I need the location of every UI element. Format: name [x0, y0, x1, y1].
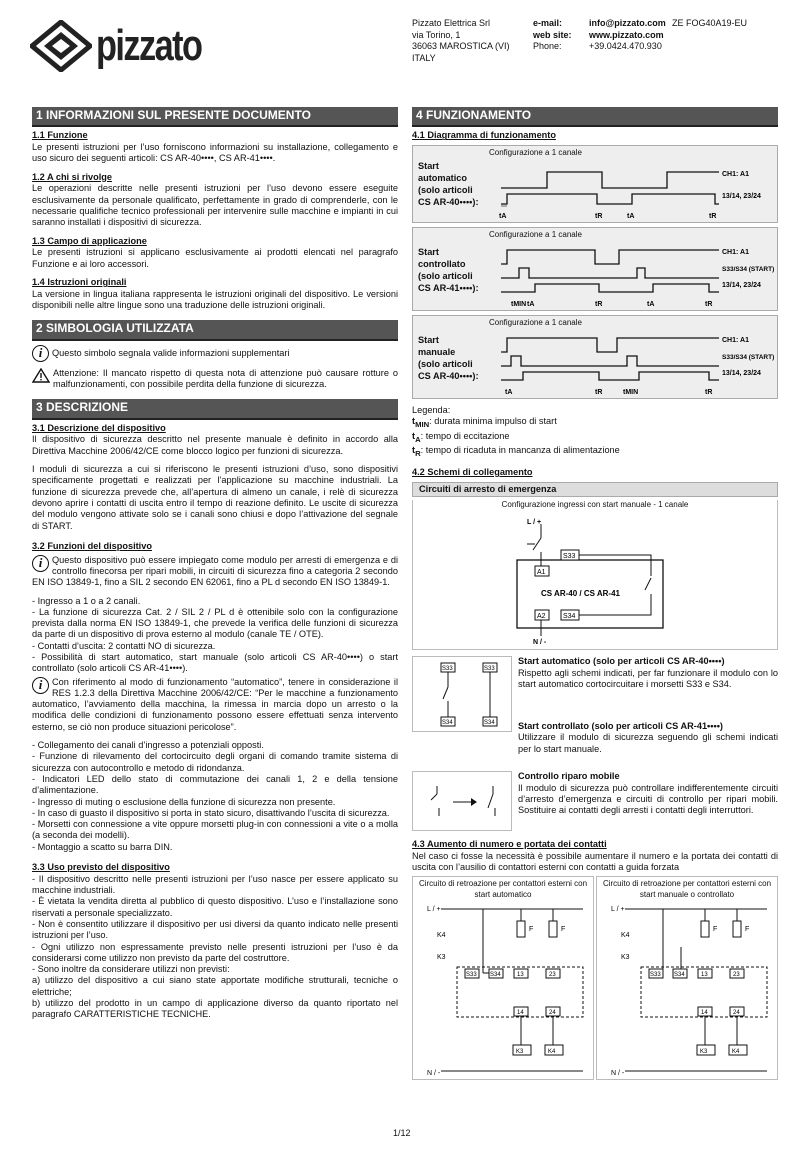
svg-text:tR: tR — [705, 389, 713, 397]
timing-diagram-controlled — [412, 227, 778, 311]
heading-4-3: 4.3 Aumento di numero e portata dei contatti — [412, 839, 607, 850]
info-icon: i — [32, 677, 49, 694]
guard-text — [512, 771, 778, 831]
schematic-auto-start — [412, 656, 512, 732]
svg-text:N / -: N / - — [533, 639, 547, 647]
svg-text:CH1: A1: CH1: A1 — [722, 171, 749, 179]
svg-text:tA: tA — [505, 389, 513, 397]
auto-start-title: Start automatico (solo per articoli CS AR-40••••) — [518, 656, 725, 667]
text-3-1b: I moduli di sicurezza a cui si riferiscono le presenti istruzioni d’uso, sono dispositivi specificamente progettati e realizzati per l’applicazione su macchine industriali. La funzione di sicurezza prevede che, all’apertura di almeno un canale, i relè di sicurezza devono aprire i contatti di uscita entro il tempo di reazione definito. Le uscite di sicurezza del modulo vengono attivate solo se i canali sono chiusi e dopo l’attivazione del segnale di START. — [32, 464, 398, 531]
svg-text:A2: A2 — [537, 613, 546, 621]
text-3-2b — [32, 677, 398, 733]
timing-waveform — [487, 328, 777, 400]
diagram-label: Start automatico (solo articoli CS AR-40••••): — [418, 161, 479, 208]
list-item: a) utilizzo del dispositivo a cui siano state apportate modifiche strutturali, tecniche o elettriche; — [32, 975, 398, 997]
svg-text:S34: S34 — [563, 613, 576, 621]
list-item: - Funzione di rilevamento del cortocircuito degli organi di comando tramite sistema di sicurezza con autocontrollo e metodo di ridondanza. — [32, 751, 398, 773]
svg-text:24: 24 — [733, 1010, 740, 1017]
text-3-1a: Il dispositivo di sicurezza descritto nel presente manuale è definito in accordo alla Direttiva Macchine 2006/42/CE come blocco logico per funzioni di sicurezza. — [32, 434, 398, 456]
svg-text:tR: tR — [705, 301, 713, 309]
list-item: - Ingresso di muting o esclusione della funzione di sicurezza non presente. — [32, 796, 336, 807]
heading-1-3: 1.3 Campo di applicazione — [32, 235, 147, 246]
svg-text:K4: K4 — [732, 1049, 740, 1056]
svg-text:S33: S33 — [466, 972, 477, 979]
svg-text:L / +: L / + — [527, 519, 542, 527]
svg-text:tR: tR — [595, 213, 603, 221]
controlled-start-desc: Utilizzare il modulo di sicurezza seguendo gli schemi indicati per lo start manuale. — [518, 732, 778, 754]
list-item: - Morsetti con connessione a vite oppure morsetti plug-in con connessioni a vite o a molla (a seconda dei modelli). — [32, 819, 398, 841]
guard-desc: Il modulo di sicurezza può controllare indifferentemente circuiti d’arresto d’emergenza e circuiti di controllo per ripari mobili. Sostituire ai contatti degli arresti i contatti degli interruttori. — [518, 782, 778, 816]
company-country: ITALY — [412, 52, 436, 63]
svg-text:tR: tR — [709, 213, 717, 221]
svg-text:13/14, 23/24: 13/14, 23/24 — [722, 193, 761, 201]
svg-text:13/14, 23/24: 13/14, 23/24 — [722, 282, 761, 290]
feedback-circuits — [412, 876, 778, 1080]
svg-text:S33/S34 (START): S33/S34 (START) — [722, 266, 775, 274]
section-3-title: 3 DESCRIZIONE — [32, 399, 398, 419]
svg-text:K3: K3 — [621, 954, 630, 962]
legend-item-ta: $t_A$: tempo di eccitazione — [412, 430, 510, 444]
web-link[interactable]: www.pizzato.com — [589, 29, 664, 40]
heading-1-1: 1.1 Funzione — [32, 130, 88, 141]
list-item: - Montaggio a scatto su barra DIN. — [32, 841, 173, 852]
company-city: 36063 MAROSTICA (VI) — [412, 41, 510, 51]
company-name: Pizzato Elettrica Srl — [412, 18, 491, 28]
feedback-circuit-manual — [596, 876, 778, 1080]
schematic-guard-control — [412, 771, 512, 831]
timing-diagram-manual — [412, 315, 778, 399]
auto-start-text — [512, 656, 778, 755]
text-3-2a-body: Questo dispositivo può essere impiegato come modulo per arresti di emergenza e di controllo finecorsa per ripari mobili, in circuiti di sicurezza fino a categoria 2 secondo EN ISO 13849-1, fino a SIL 2 secondo EN 62061, fino a PL d secondo EN ISO 13849-1. — [32, 554, 398, 588]
svg-text:tA: tA — [527, 301, 535, 309]
controlled-start-title: Start controllato (solo per articoli CS AR-41••••) — [518, 720, 723, 731]
heading-3-1: 3.1 Descrizione del dispositivo — [32, 422, 166, 433]
feedback-caption-auto: Circuito di retroazione per contattori esterni con start automatico — [418, 879, 588, 899]
left-column — [32, 107, 398, 1021]
svg-text:23: 23 — [549, 972, 556, 979]
legend-item-tr: $t_R$: tempo di ricaduta in mancanza di alimentazione — [412, 444, 620, 458]
emergency-stop-box-title: Circuiti di arresto di emergenza — [412, 482, 778, 498]
heading-4-2: 4.2 Schemi di collegamento — [412, 466, 533, 477]
svg-text:K4: K4 — [437, 932, 446, 940]
timing-diagram-automatic — [412, 145, 778, 223]
text-1-2: Le operazioni descritte nelle presenti istruzioni per l’uso devono essere eseguite esclusivamente da personale qualificato, perfettamente in grado di comprenderle, con le necessarie qualifiche tecnico professionali per intervenire sulle macchine e impianti in cui saranno installati i dispositivi di sicurezza. — [32, 183, 398, 228]
svg-text:S34: S34 — [484, 720, 495, 727]
svg-text:14: 14 — [701, 1010, 708, 1017]
document-code: ZE FOG40A19-EU — [672, 18, 748, 28]
heading-1-4: 1.4 Istruzioni originali — [32, 277, 127, 288]
svg-text:24: 24 — [549, 1010, 556, 1017]
svg-text:K3: K3 — [516, 1049, 524, 1056]
list-item: b) utilizzo del prodotto in un campo di applicazione diverso da quanto riportato nel paragrafo CARATTERISTICHE TECNICHE. — [32, 998, 398, 1020]
svg-text:F: F — [561, 926, 566, 934]
guard-row — [412, 771, 778, 831]
phone-label: Phone: — [533, 41, 562, 51]
feedback-wiring — [413, 903, 593, 1079]
svg-text:K3: K3 — [700, 1049, 708, 1056]
text-3-2a — [32, 555, 398, 589]
svg-text:tA: tA — [627, 213, 635, 221]
switch-replace-diagram — [413, 772, 511, 830]
warning-note-text: Attenzione: Il mancato rispetto di questa nota di attenzione può causare rotture o malfunzionamenti, con possibile perdita della funzione di sicurezza. — [53, 367, 398, 390]
list-item: - La funzione di sicurezza Cat. 2 / SIL 2 / PL d è ottenibile solo con la configurazione prevista dalla norma EN ISO 13849-1, che prevede la verifica delle funzioni di sicurezza da parte di un dispositivo di prova esterno al modulo (canale TE / OTE). — [32, 606, 398, 640]
schematic-emergency-stop — [412, 500, 778, 650]
svg-text:tA: tA — [647, 301, 655, 309]
list-item: - Ingresso a 1 o a 2 canali. — [32, 595, 141, 606]
svg-text:13: 13 — [517, 972, 524, 979]
company-contacts — [533, 18, 666, 53]
list-item: - Sono inoltre da considerare utilizzi non previsti: — [32, 964, 230, 975]
text-4-3: Nel caso ci fosse la necessità è possibile aumentare il numero e la portata dei contatti di uscita con l’ausilio di contattori esterni con contatti a guida forzata — [412, 850, 778, 873]
svg-text:13: 13 — [701, 972, 708, 979]
diagram-label: Start manuale (solo articoli CS AR-40••••): — [418, 335, 479, 382]
svg-text:S34: S34 — [674, 972, 685, 979]
phone-number: +39.0424.470.930 — [589, 41, 662, 51]
wiring-diagram — [413, 516, 777, 646]
svg-text:K3: K3 — [437, 954, 446, 962]
list-item: - Contatti d’uscita: 2 contatti NO di sicurezza. — [32, 640, 216, 651]
svg-text:13/14, 23/24: 13/14, 23/24 — [722, 370, 761, 378]
heading-4-1: 4.1 Diagramma di funzionamento — [412, 130, 556, 141]
svg-text:tMIN: tMIN — [511, 301, 527, 309]
section-4-title: 4 FUNZIONAMENTO — [412, 107, 778, 127]
auto-start-desc: Rispetto agli schemi indicati, per far funzionare il modulo con lo start automatico cortocircuitare i morsetti S33 e S34. — [518, 668, 778, 690]
list-item: - È vietata la vendita diretta al pubblico di questo dispositivo. L’uso e l’installazione sono riservati a personale specializzato. — [32, 896, 398, 918]
timing-waveform — [487, 240, 777, 312]
section-1-title: 1 INFORMAZIONI SUL PRESENTE DOCUMENTO — [32, 107, 398, 127]
email-link[interactable]: info@pizzato.com — [589, 18, 666, 28]
list-item: - Indicatori LED dello stato di commutazione dei canali 1, 2 e della tensione d’alimentazione. — [32, 773, 398, 796]
warning-note — [32, 368, 398, 391]
list-item: - Collegamento dei canali d’ingresso a potenziali opposti. — [32, 740, 264, 751]
timing-waveform — [487, 158, 777, 224]
list-item: - Ogni utilizzo non espressamente previsto nelle presenti istruzioni per l’uso è da considerarsi come utilizzo non previsto da parte del costruttore. — [32, 941, 398, 963]
text-1-1: Le presenti istruzioni per l’uso forniscono informazioni su installazione, collegamento e uso sicuro dei seguenti articoli: CS AR-40••••, CS AR-41••••. — [32, 142, 398, 164]
brand-name: pizzato — [96, 21, 202, 70]
svg-text:S33: S33 — [563, 553, 576, 561]
svg-text:S34: S34 — [442, 720, 453, 727]
svg-text:S33: S33 — [442, 666, 453, 673]
svg-text:S33: S33 — [650, 972, 661, 979]
svg-text:L / +: L / + — [611, 906, 625, 914]
legend-item-tmin: $t_{MIN}$: durata minima impulso di start — [412, 416, 557, 430]
svg-text:tMIN: tMIN — [623, 389, 639, 397]
list-item: - Il dispositivo descritto nelle presenti istruzioni per l’uso nasce per essere applicato su macchine industriali. — [32, 873, 398, 896]
heading-1-2: 1.2 A chi si rivolge — [32, 171, 112, 182]
svg-text:K4: K4 — [621, 932, 630, 940]
info-icon: i — [32, 555, 49, 572]
warning-icon — [32, 368, 50, 383]
svg-text:CS AR-40 / CS AR-41: CS AR-40 / CS AR-41 — [541, 589, 620, 599]
diagram-config: Configurazione a 1 canale — [489, 148, 582, 158]
svg-text:S33/S34 (START): S33/S34 (START) — [722, 354, 775, 362]
feedback-wiring — [597, 903, 777, 1079]
feedback-caption-manual: Circuito di retroazione per contattori esterni con start manuale o controllato — [602, 879, 772, 899]
svg-text:S33: S33 — [484, 666, 495, 673]
svg-text:N / -: N / - — [611, 1070, 625, 1078]
list-item: - Non è consentito utilizzare il dispositivo per usi diversi da quanto indicato nelle presenti istruzioni per l’uso. — [32, 918, 398, 941]
svg-text:CH1: A1: CH1: A1 — [722, 337, 749, 345]
text-1-3: Le presenti istruzioni si applicano esclusivamente ai prodotti elencati nel paragrafo Funzione e ai loro accessori. — [32, 247, 398, 269]
list-item: - Possibilità di start automatico, start manuale (solo articoli CS AR-40••••) o start controllato (solo articoli CS AR-41••••). — [32, 651, 398, 674]
svg-text:14: 14 — [517, 1010, 524, 1017]
feedback-circuit-auto — [412, 876, 594, 1080]
right-column — [412, 107, 778, 1080]
svg-text:F: F — [713, 926, 718, 934]
svg-text:CH1: A1: CH1: A1 — [722, 249, 749, 257]
diagram-config: Configurazione a 1 canale — [489, 230, 582, 240]
svg-text:tA: tA — [499, 213, 507, 221]
svg-text:tR: tR — [595, 389, 603, 397]
svg-text:N / -: N / - — [427, 1070, 441, 1078]
info-icon: i — [32, 345, 49, 362]
heading-3-2: 3.2 Funzioni del dispositivo — [32, 540, 152, 551]
info-note-text: Questo simbolo segnala valide informazioni supplementari — [52, 347, 290, 358]
schematic-caption: Configurazione ingressi con start manuale - 1 canale — [501, 500, 689, 510]
svg-text:K4: K4 — [548, 1049, 556, 1056]
svg-text:A1: A1 — [537, 569, 546, 577]
svg-text:L / +: L / + — [427, 906, 441, 914]
pizzato-diamond-icon — [30, 20, 92, 72]
company-address — [412, 18, 510, 64]
diagram-config: Configurazione a 1 canale — [489, 318, 582, 328]
svg-text:23: 23 — [733, 972, 740, 979]
svg-text:tR: tR — [595, 301, 603, 309]
heading-3-3: 3.3 Uso previsto del dispositivo — [32, 862, 170, 873]
timing-legend — [412, 405, 778, 459]
page-number: 1/12 — [393, 1128, 411, 1138]
section-2-title: 2 SIMBOLOGIA UTILIZZATA — [32, 320, 398, 340]
text-3-2b-body: Con riferimento al modo di funzionamento “automatico”, tenere in considerazione il RES 1.2.3 della Direttiva Macchine 2006/42/CE: “Per le macchine a funzionamento automatico, l’avviamento della macchina, la rimessa in marcia dopo un arresto o la modifica delle condizioni di funzionamento possono essere effettuati senza intervento esterno, se ciò non produce situazioni pericolose”. — [32, 676, 398, 732]
info-note — [32, 345, 398, 362]
svg-text:F: F — [745, 926, 750, 934]
auto-start-row — [412, 656, 778, 755]
legend-title: Legenda: — [412, 405, 451, 416]
diagram-label: Start controllato (solo articoli CS AR-41••••): — [418, 247, 479, 294]
web-label: web site: — [533, 29, 572, 40]
company-street: via Torino, 1 — [412, 29, 461, 40]
svg-text:S34: S34 — [490, 972, 501, 979]
list-item: - In caso di guasto il dispositivo si porta in stato sicuro, disattivando l’uscita di sicurezza. — [32, 807, 390, 818]
svg-text:F: F — [529, 926, 534, 934]
email-label: e-mail: — [533, 18, 563, 28]
brand-logo — [30, 20, 210, 72]
guard-title: Controllo riparo mobile — [518, 771, 620, 782]
short-circuit-diagram — [413, 657, 511, 731]
text-1-4: La versione in lingua italiana rappresenta le istruzioni originali del dispositivo. Le versioni disponibili nelle altre lingue sono una traduzione delle istruzioni originali. — [32, 288, 398, 311]
